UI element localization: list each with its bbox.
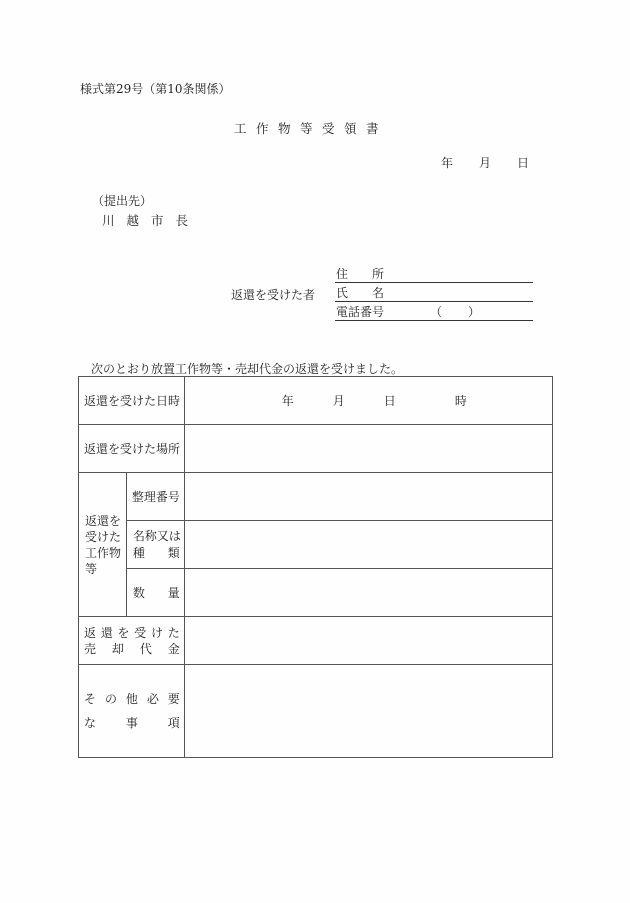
other-label: そ の 他 必 要 な 事 項 xyxy=(79,665,185,758)
table-row-other xyxy=(79,665,553,758)
name-label: 氏 名 xyxy=(336,286,385,300)
item-number-label: 整理番号 xyxy=(126,473,184,521)
datetime-month: 月 xyxy=(332,394,345,408)
phone-paren-open: （ xyxy=(430,305,443,319)
table-row-place xyxy=(79,425,553,473)
address-field[interactable] xyxy=(335,265,533,283)
issue-date xyxy=(441,154,529,171)
address-label: 住 所 xyxy=(336,267,385,281)
item-name-label: 名称又は 種 類 xyxy=(126,521,184,569)
table-row-proceeds xyxy=(79,617,553,665)
addressee-label: （提出先） xyxy=(92,194,153,208)
datetime-year: 年 xyxy=(281,394,294,408)
addressee-name: 川越市長 xyxy=(102,213,201,228)
receipt-table xyxy=(78,376,553,758)
proceeds-value[interactable] xyxy=(184,617,552,665)
place-value[interactable] xyxy=(184,425,552,473)
intro-text: 次のとおり放置工作物等・売却代金の返還を受けました。 xyxy=(91,362,404,376)
item-quantity-value[interactable] xyxy=(184,569,552,617)
item-number-value[interactable] xyxy=(184,473,552,521)
table-row-item-quantity xyxy=(79,569,553,617)
date-month: 月 xyxy=(479,156,492,170)
returner-label: 返還を受けた者 xyxy=(231,288,316,302)
proceeds-label: 返 還 を 受 け た 売 却 代 金 xyxy=(79,617,185,665)
name-field[interactable] xyxy=(335,284,533,302)
table-row-datetime xyxy=(79,377,553,425)
table-row-item-number xyxy=(79,473,553,521)
page-title: 工作物等受領書 xyxy=(234,121,389,136)
datetime-label: 返還を受けた日時 xyxy=(79,377,185,425)
phone-label: 電話番号 xyxy=(336,305,385,319)
item-quantity-label: 数 量 xyxy=(126,569,184,617)
datetime-day: 日 xyxy=(383,394,396,408)
form-id: 様式第29号（第10条関係） xyxy=(80,82,231,96)
place-label: 返還を受けた場所 xyxy=(79,425,185,473)
item-name-value[interactable] xyxy=(184,521,552,569)
date-year: 年 xyxy=(441,156,454,170)
other-value[interactable] xyxy=(184,665,552,758)
datetime-value[interactable] xyxy=(184,377,552,425)
datetime-hour: 時 xyxy=(454,394,467,408)
phone-paren-close: ） xyxy=(468,305,481,319)
table-row-item-name xyxy=(79,521,553,569)
date-day: 日 xyxy=(517,156,530,170)
phone-field[interactable] xyxy=(335,303,533,321)
items-group-label: 返還を 受けた 工作物 等 xyxy=(79,473,127,617)
